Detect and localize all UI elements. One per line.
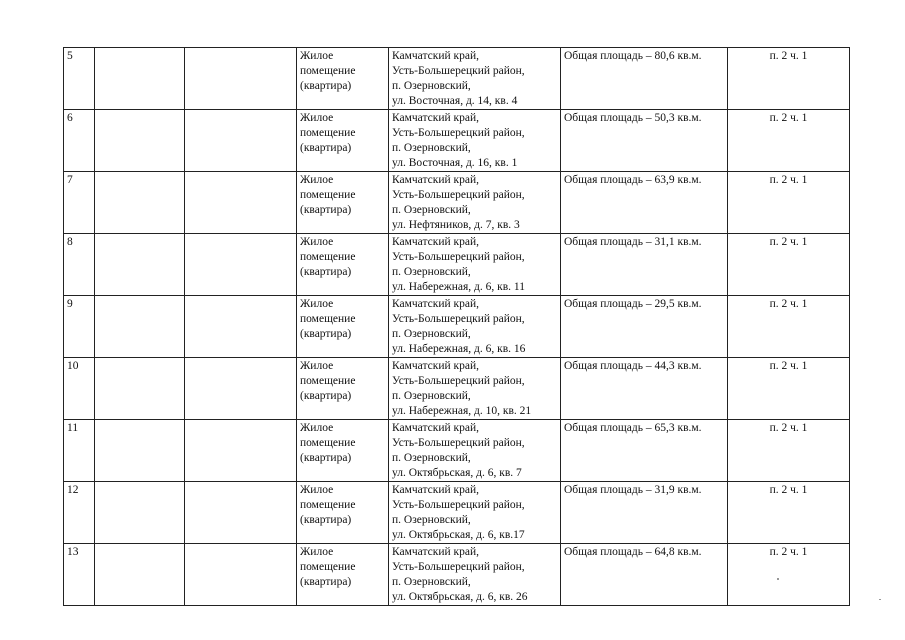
legal-basis-cell [728, 482, 850, 544]
address-cell [389, 48, 561, 110]
address-line: Усть-Большерецкий район, [392, 437, 525, 449]
empty-cell [185, 110, 297, 172]
table-row [64, 234, 850, 296]
legal-basis: п. 2 ч. 1 [769, 112, 808, 124]
address-line: ул. Набережная, д. 10, кв. 21 [392, 405, 532, 417]
address-cell [389, 234, 561, 296]
address-line: ул. Восточная, д. 16, кв. 1 [392, 157, 518, 169]
empty-cell [95, 110, 185, 172]
legal-basis: п. 2 ч. 1 [769, 236, 808, 248]
row-number: 6 [67, 112, 73, 124]
row-number: 13 [67, 546, 79, 558]
row-number-cell [64, 234, 95, 296]
table-row [64, 48, 850, 110]
object-type-cell [297, 48, 389, 110]
object-type-line: Жилое [300, 174, 334, 186]
address-line: Усть-Большерецкий район, [392, 375, 525, 387]
address-line: п. Озерновский, [392, 328, 471, 340]
empty-cell [185, 48, 297, 110]
row-number: 8 [67, 236, 73, 248]
address-cell [389, 296, 561, 358]
object-type-line: (квартира) [300, 266, 352, 278]
legal-basis-cell [728, 234, 850, 296]
address-line: Усть-Большерецкий район, [392, 127, 525, 139]
address-line: Усть-Большерецкий район, [392, 65, 525, 77]
legal-basis: п. 2 ч. 1 [769, 484, 808, 496]
area-cell [561, 482, 728, 544]
address-line: п. Озерновский, [392, 80, 471, 92]
address-line: Камчатский край, [392, 174, 480, 186]
object-type-cell [297, 544, 389, 606]
empty-cell [95, 420, 185, 482]
scan-speck [879, 599, 881, 600]
address-cell [389, 110, 561, 172]
legal-basis: п. 2 ч. 1 [769, 360, 808, 372]
empty-cell [185, 296, 297, 358]
legal-basis: п. 2 ч. 1 [769, 422, 808, 434]
total-area: Общая площадь – 31,9 кв.м. [564, 484, 702, 496]
area-cell [561, 358, 728, 420]
address-line: ул. Набережная, д. 6, кв. 16 [392, 343, 526, 355]
object-type-cell [297, 234, 389, 296]
row-number: 11 [67, 422, 79, 434]
object-type-line: (квартира) [300, 80, 352, 92]
address-line: Камчатский край, [392, 546, 480, 558]
empty-cell [95, 358, 185, 420]
object-type-line: (квартира) [300, 204, 352, 216]
object-type-line: помещение [300, 437, 356, 449]
address-line: п. Озерновский, [392, 266, 471, 278]
address-line: ул. Октябрьская, д. 6, кв. 26 [392, 591, 528, 603]
empty-cell [185, 482, 297, 544]
object-type-line: (квартира) [300, 390, 352, 402]
scan-speck [777, 578, 779, 580]
area-cell [561, 296, 728, 358]
object-type-line: Жилое [300, 112, 334, 124]
row-number-cell [64, 172, 95, 234]
area-cell [561, 544, 728, 606]
legal-basis-cell [728, 358, 850, 420]
area-cell [561, 48, 728, 110]
total-area: Общая площадь – 80,6 кв.м. [564, 50, 702, 62]
object-type-line: Жилое [300, 422, 334, 434]
table-row [64, 544, 850, 606]
address-line: п. Озерновский, [392, 390, 471, 402]
object-type-cell [297, 172, 389, 234]
empty-cell [95, 48, 185, 110]
object-type-line: Жилое [300, 484, 334, 496]
table-body [64, 48, 850, 606]
object-type-line: (квартира) [300, 576, 352, 588]
address-line: ул. Набережная, д. 6, кв. 11 [392, 281, 525, 293]
legal-basis: п. 2 ч. 1 [769, 174, 808, 186]
legal-basis: п. 2 ч. 1 [769, 298, 808, 310]
object-type-cell [297, 296, 389, 358]
address-line: п. Озерновский, [392, 452, 471, 464]
empty-cell [95, 172, 185, 234]
address-line: ул. Октябрьская, д. 6, кв. 7 [392, 467, 522, 479]
object-type-line: помещение [300, 499, 356, 511]
object-type-line: помещение [300, 313, 356, 325]
row-number: 12 [67, 484, 79, 496]
object-type-line: Жилое [300, 236, 334, 248]
address-line: Камчатский край, [392, 298, 480, 310]
object-type-line: Жилое [300, 298, 334, 310]
address-line: Усть-Большерецкий район, [392, 189, 525, 201]
row-number: 10 [67, 360, 79, 372]
address-line: Камчатский край, [392, 484, 480, 496]
row-number-cell [64, 358, 95, 420]
address-line: Усть-Большерецкий район, [392, 251, 525, 263]
address-line: Камчатский край, [392, 112, 480, 124]
total-area: Общая площадь – 29,5 кв.м. [564, 298, 702, 310]
object-type-line: (квартира) [300, 452, 352, 464]
legal-basis: п. 2 ч. 1 [769, 50, 808, 62]
address-line: Камчатский край, [392, 236, 480, 248]
address-cell [389, 544, 561, 606]
object-type-line: помещение [300, 251, 356, 263]
object-type-line: помещение [300, 127, 356, 139]
object-type-line: Жилое [300, 360, 334, 372]
object-type-line: Жилое [300, 546, 334, 558]
table-row [64, 482, 850, 544]
legal-basis-cell [728, 48, 850, 110]
address-line: Камчатский край, [392, 422, 480, 434]
area-cell [561, 172, 728, 234]
object-type-cell [297, 420, 389, 482]
row-number: 9 [67, 298, 73, 310]
object-type-cell [297, 110, 389, 172]
legal-basis-cell [728, 172, 850, 234]
row-number-cell [64, 48, 95, 110]
empty-cell [185, 420, 297, 482]
address-line: п. Озерновский, [392, 204, 471, 216]
row-number-cell [64, 482, 95, 544]
empty-cell [185, 234, 297, 296]
total-area: Общая площадь – 65,3 кв.м. [564, 422, 702, 434]
empty-cell [95, 482, 185, 544]
address-cell [389, 482, 561, 544]
empty-cell [185, 544, 297, 606]
object-type-line: (квартира) [300, 142, 352, 154]
address-line: ул. Октябрьская, д. 6, кв.17 [392, 529, 525, 541]
legal-basis: п. 2 ч. 1 [769, 546, 808, 558]
table-row [64, 110, 850, 172]
address-line: п. Озерновский, [392, 514, 471, 526]
row-number-cell [64, 110, 95, 172]
object-type-line: Жилое [300, 50, 334, 62]
row-number: 7 [67, 174, 73, 186]
address-line: Камчатский край, [392, 360, 480, 372]
legal-basis-cell [728, 544, 850, 606]
legal-basis-cell [728, 420, 850, 482]
row-number-cell [64, 296, 95, 358]
row-number-cell [64, 544, 95, 606]
object-type-line: помещение [300, 65, 356, 77]
address-cell [389, 358, 561, 420]
total-area: Общая площадь – 44,3 кв.м. [564, 360, 702, 372]
table-row [64, 172, 850, 234]
row-number-cell [64, 420, 95, 482]
total-area: Общая площадь – 63,9 кв.м. [564, 174, 702, 186]
legal-basis-cell [728, 110, 850, 172]
address-cell [389, 420, 561, 482]
address-line: Камчатский край, [392, 50, 480, 62]
object-type-line: (квартира) [300, 514, 352, 526]
area-cell [561, 110, 728, 172]
object-type-line: помещение [300, 561, 356, 573]
empty-cell [95, 234, 185, 296]
object-type-line: помещение [300, 375, 356, 387]
address-line: Усть-Большерецкий район, [392, 499, 525, 511]
table-row [64, 358, 850, 420]
address-line: ул. Восточная, д. 14, кв. 4 [392, 95, 518, 107]
legal-basis-cell [728, 296, 850, 358]
table-row [64, 420, 850, 482]
address-line: ул. Нефтяников, д. 7, кв. 3 [392, 219, 520, 231]
area-cell [561, 420, 728, 482]
total-area: Общая площадь – 50,3 кв.м. [564, 112, 702, 124]
total-area: Общая площадь – 31,1 кв.м. [564, 236, 702, 248]
area-cell [561, 234, 728, 296]
address-line: Усть-Большерецкий район, [392, 561, 525, 573]
address-cell [389, 172, 561, 234]
empty-cell [185, 358, 297, 420]
property-table [63, 47, 850, 606]
total-area: Общая площадь – 64,8 кв.м. [564, 546, 702, 558]
empty-cell [185, 172, 297, 234]
object-type-line: (квартира) [300, 328, 352, 340]
object-type-line: помещение [300, 189, 356, 201]
object-type-cell [297, 482, 389, 544]
address-line: п. Озерновский, [392, 576, 471, 588]
row-number: 5 [67, 50, 73, 62]
empty-cell [95, 544, 185, 606]
address-line: Усть-Большерецкий район, [392, 313, 525, 325]
empty-cell [95, 296, 185, 358]
address-line: п. Озерновский, [392, 142, 471, 154]
table-row [64, 296, 850, 358]
object-type-cell [297, 358, 389, 420]
